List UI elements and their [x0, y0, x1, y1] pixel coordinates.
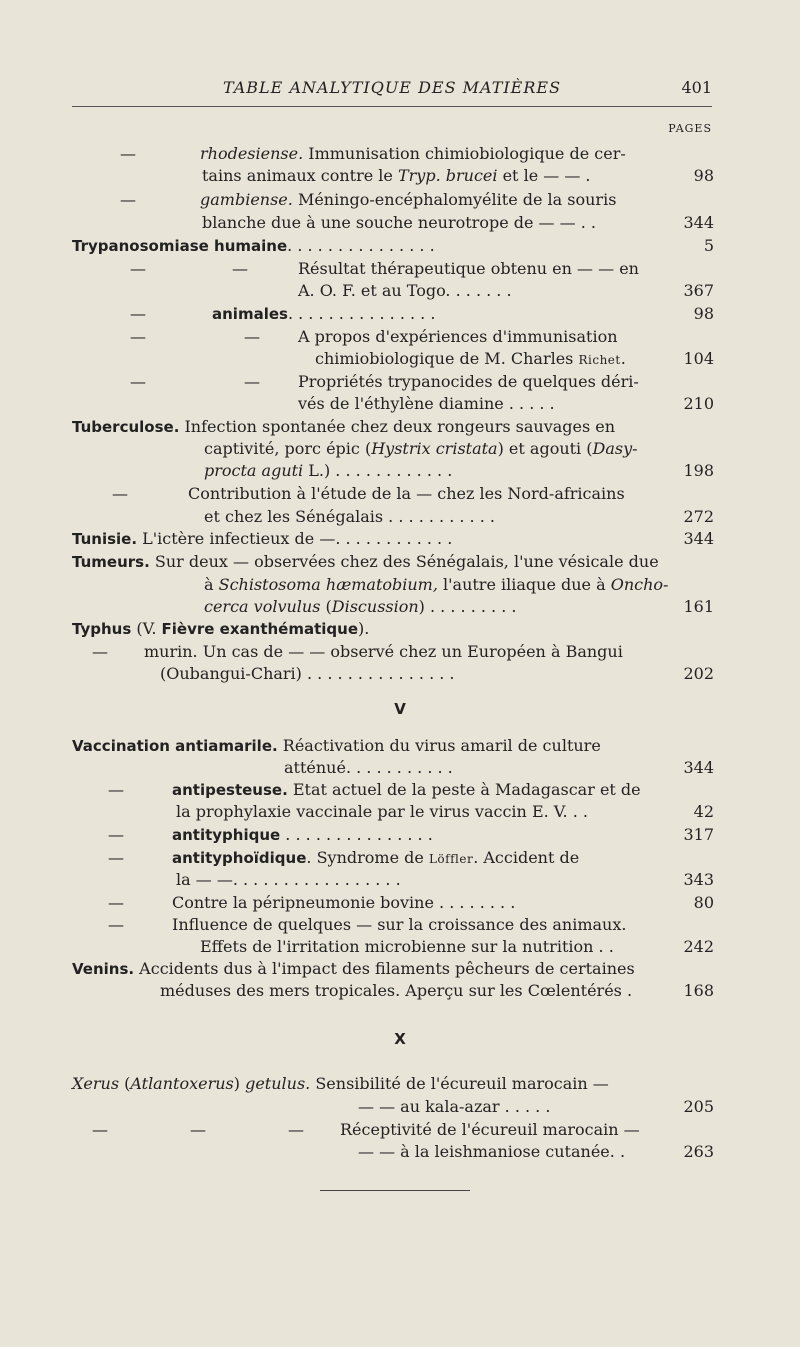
entry-heading: Vaccination antiamarile. — [72, 737, 278, 755]
section-letter-x: X — [394, 1030, 406, 1048]
entry-heading: animales — [212, 305, 288, 323]
entry-text: Infection spontanée chez deux rongeurs sauvages en — [179, 417, 616, 436]
index-line — [72, 483, 714, 505]
entry-text: . — [620, 349, 626, 368]
index-line — [72, 757, 714, 779]
entry-text: Sensibilité de l'écureuil marocain — — [310, 1074, 609, 1093]
page-ref: 161 — [683, 597, 714, 616]
page-ref: 104 — [683, 349, 714, 368]
index-line — [72, 1073, 714, 1095]
page-ref: 198 — [683, 461, 714, 480]
page-ref: 5 — [703, 236, 714, 255]
entry-text: — — au kala-azar . . . . . — [358, 1097, 551, 1116]
page-ref: 98 — [693, 166, 714, 185]
entry-text: — — à la leishmaniose cutanée. . — [358, 1142, 626, 1161]
index-line — [72, 416, 714, 438]
entry-text: ) . . . . . . . . . — [418, 597, 517, 616]
ditto-dash: — — [108, 893, 124, 912]
entry-text: atténué. . . . . . . . . . . — [284, 758, 453, 777]
index-line — [72, 280, 714, 302]
page-ref: 343 — [683, 870, 714, 889]
page-ref: 202 — [683, 664, 714, 683]
entry-text: ) et agouti ( — [497, 439, 593, 458]
ditto-dash: — — [130, 327, 146, 346]
entry-text: Contribution à l'étude de la — chez les Nord-africains — [188, 484, 625, 503]
entry-text: blanche due à une souche neurotrope de — — . . — [202, 213, 596, 232]
index-line — [72, 801, 714, 823]
index-line — [72, 326, 714, 348]
entry-italic: Atlantoxerus — [130, 1074, 234, 1093]
entry-text: captivité, porc épic ( — [204, 439, 372, 458]
index-line — [72, 143, 714, 165]
ditto-dash: — — [92, 642, 108, 661]
entry-text: à — [204, 575, 219, 594]
index-line — [72, 348, 714, 370]
entry-text: . Accident de — [473, 848, 580, 867]
index-line — [72, 189, 714, 211]
index-line — [72, 528, 714, 550]
entry-text: murin. Un cas de — — observé chez un Européen à Bangui — [144, 642, 623, 661]
entry-text: A propos d'expériences d'immunisation — [298, 327, 618, 346]
entry-text: (Oubangui-Chari) . . . . . . . . . . . . . . . — [160, 664, 455, 683]
entry-italic: Discussion — [331, 597, 419, 616]
ditto-dash: — — [130, 372, 146, 391]
page-ref: 80 — [693, 893, 714, 912]
entry-text: Sur deux — observées chez des Sénégalais, l'une vésicale due — [149, 552, 659, 571]
page-ref: 205 — [683, 1097, 714, 1116]
header-rule — [72, 106, 712, 107]
entry-italic: getulus. — [245, 1074, 311, 1093]
leader-dots: . . . . . . . . . . . . . . . — [280, 825, 433, 844]
entry-heading: antipesteuse. — [172, 781, 288, 799]
index-line — [72, 551, 714, 573]
ditto-dash: — — [108, 848, 124, 867]
entry-text: Résultat thérapeutique obtenu en — — en — [298, 259, 639, 278]
entry-text: Accidents dus à l'impact des filaments pêcheurs de certaines — [134, 959, 635, 978]
index-line — [72, 258, 714, 280]
page-number: 401 — [681, 78, 712, 97]
page-header — [72, 78, 712, 100]
ditto-dash: — — [232, 259, 248, 278]
index-line — [72, 460, 714, 482]
page-ref: 367 — [683, 281, 714, 300]
index-line — [72, 393, 714, 415]
page-ref: 98 — [693, 304, 714, 323]
ditto-dash: — — [244, 327, 260, 346]
page-ref: 168 — [683, 981, 714, 1000]
entry-text: chimiobiologique de M. Charles — [315, 349, 579, 368]
index-line — [72, 824, 714, 846]
entry-text: Réactivation du virus amaril de culture — [277, 736, 601, 755]
entry-text: Effets de l'irritation microbienne sur la nutrition . . — [200, 937, 614, 956]
entry-text: A. O. F. et au Togo. . . . . . . — [298, 281, 512, 300]
index-line — [72, 980, 714, 1002]
ditto-dash: — — [244, 372, 260, 391]
index-line — [72, 235, 714, 257]
section-letter-v: V — [394, 700, 406, 718]
ditto-dash: — — [112, 484, 128, 503]
entry-text: vés de l'éthylène diamine . . . . . — [298, 394, 555, 413]
entry-text: L'ictère infectieux de —. . . . . . . . . . . . — [137, 529, 453, 548]
entry-text: la prophylaxie vaccinale par le virus vaccin E. V. . . — [176, 802, 588, 821]
entry-text: ( — [320, 597, 332, 616]
index-line — [72, 958, 714, 980]
index-line — [72, 371, 714, 393]
entry-text: tains animaux contre le — [202, 166, 398, 185]
ditto-dash: — — [120, 144, 136, 163]
entry-heading: Tuberculose. — [72, 418, 180, 436]
entry-italic: Tryp. brucei — [397, 166, 498, 185]
page-ref: 272 — [683, 507, 714, 526]
index-line — [72, 506, 714, 528]
entry-heading: antityphoïdique — [172, 849, 307, 867]
entry-text: et le — — . — [497, 166, 591, 185]
entry-term: Xerus — [72, 1074, 120, 1093]
entry-heading: Tunisie. — [72, 530, 138, 548]
ditto-dash: — — [108, 915, 124, 934]
entry-text: Propriétés trypanocides de quelques déri- — [298, 372, 639, 391]
index-line — [72, 779, 714, 801]
ditto-dash: — — [108, 825, 124, 844]
entry-heading: antityphique — [172, 826, 281, 844]
index-line — [72, 438, 714, 460]
entry-text: Immunisation chimiobiologique de cer- — [303, 144, 626, 163]
running-title: TABLE ANALYTIQUE DES MATIÈRES — [222, 78, 562, 97]
page-ref: 210 — [683, 394, 714, 413]
ditto-dash: — — [108, 780, 124, 799]
index-line — [72, 914, 714, 936]
entry-text: Réceptivité de l'écureuil marocain — — [340, 1120, 640, 1139]
entry-text: Contre la péripneumonie bovine . . . . . . . . — [172, 893, 516, 912]
pages-column-label: PAGES — [668, 122, 712, 135]
page-ref: 344 — [683, 529, 714, 548]
entry-italic: Schistosoma hæmatobium, — [218, 575, 438, 594]
entry-text: ). — [358, 619, 370, 638]
index-line — [72, 1096, 714, 1118]
entry-text: ) — [233, 1074, 246, 1093]
entry-text: (V. — [131, 619, 162, 638]
entry-italic: cerca volvulus — [204, 597, 321, 616]
entry-text: . Syndrome de — [306, 848, 429, 867]
entry-text: Etat actuel de la peste à Madagascar et de — [287, 780, 641, 799]
page-ref: 344 — [683, 213, 714, 232]
ditto-dash: — — [130, 259, 146, 278]
cross-reference: Fièvre exanthématique — [161, 620, 358, 638]
index-line — [72, 892, 714, 914]
entry-text: Influence de quelques — sur la croissance des animaux. — [172, 915, 627, 934]
entry-text: la — —. . . . . . . . . . . . . . . . . — [176, 870, 401, 889]
ditto-dash: — — [130, 304, 146, 323]
page-ref: 242 — [683, 937, 714, 956]
entry-heading: Trypanosomiase humaine — [72, 237, 288, 255]
entry-text: ( — [119, 1074, 131, 1093]
ditto-dash: — — [288, 1120, 304, 1139]
entry-italic: Dasy- — [592, 439, 638, 458]
page-ref: 42 — [693, 802, 714, 821]
page-ref: 344 — [683, 758, 714, 777]
author-name: Richet — [578, 353, 621, 367]
index-line — [72, 212, 714, 234]
entry-heading: Tumeurs. — [72, 553, 150, 571]
index-line — [72, 847, 714, 869]
index-line — [72, 1141, 714, 1163]
entry-text: et chez les Sénégalais . . . . . . . . . . . — [204, 507, 495, 526]
index-line — [72, 1119, 714, 1141]
entry-term: rhodesiense. — [200, 144, 304, 163]
leader-dots: . . . . . . . . . . . . . . . — [287, 236, 435, 255]
index-line — [72, 165, 714, 187]
index-line — [72, 303, 714, 325]
index-line — [72, 869, 714, 891]
page-ref: 263 — [683, 1142, 714, 1161]
entry-text: L.) . . . . . . . . . . . . — [303, 461, 453, 480]
index-line — [72, 735, 714, 757]
entry-heading: Typhus — [72, 620, 132, 638]
leader-dots: . . . . . . . . . . . . . . . — [287, 304, 436, 323]
ditto-dash: — — [92, 1120, 108, 1139]
entry-italic: Oncho- — [610, 575, 669, 594]
entry-heading: Venins. — [72, 960, 135, 978]
ditto-dash: — — [190, 1120, 206, 1139]
entry-italic: Hystrix cristata — [371, 439, 498, 458]
entry-text: l'autre iliaque due à — [437, 575, 611, 594]
index-line — [72, 574, 714, 596]
index-line — [72, 641, 714, 663]
index-line — [72, 618, 714, 640]
entry-term: gambiense. — [200, 190, 293, 209]
entry-italic: procta aguti — [204, 461, 304, 480]
index-line — [72, 663, 714, 685]
index-line — [72, 596, 714, 618]
ditto-dash: — — [120, 190, 136, 209]
index-line — [72, 936, 714, 958]
entry-text: Méningo-encéphalomyélite de la souris — [292, 190, 617, 209]
page-ref: 317 — [683, 825, 714, 844]
entry-text: méduses des mers tropicales. Aperçu sur les Cœlentérés . — [160, 981, 633, 1000]
end-rule — [320, 1190, 470, 1191]
author-name: Löffler — [428, 852, 474, 866]
